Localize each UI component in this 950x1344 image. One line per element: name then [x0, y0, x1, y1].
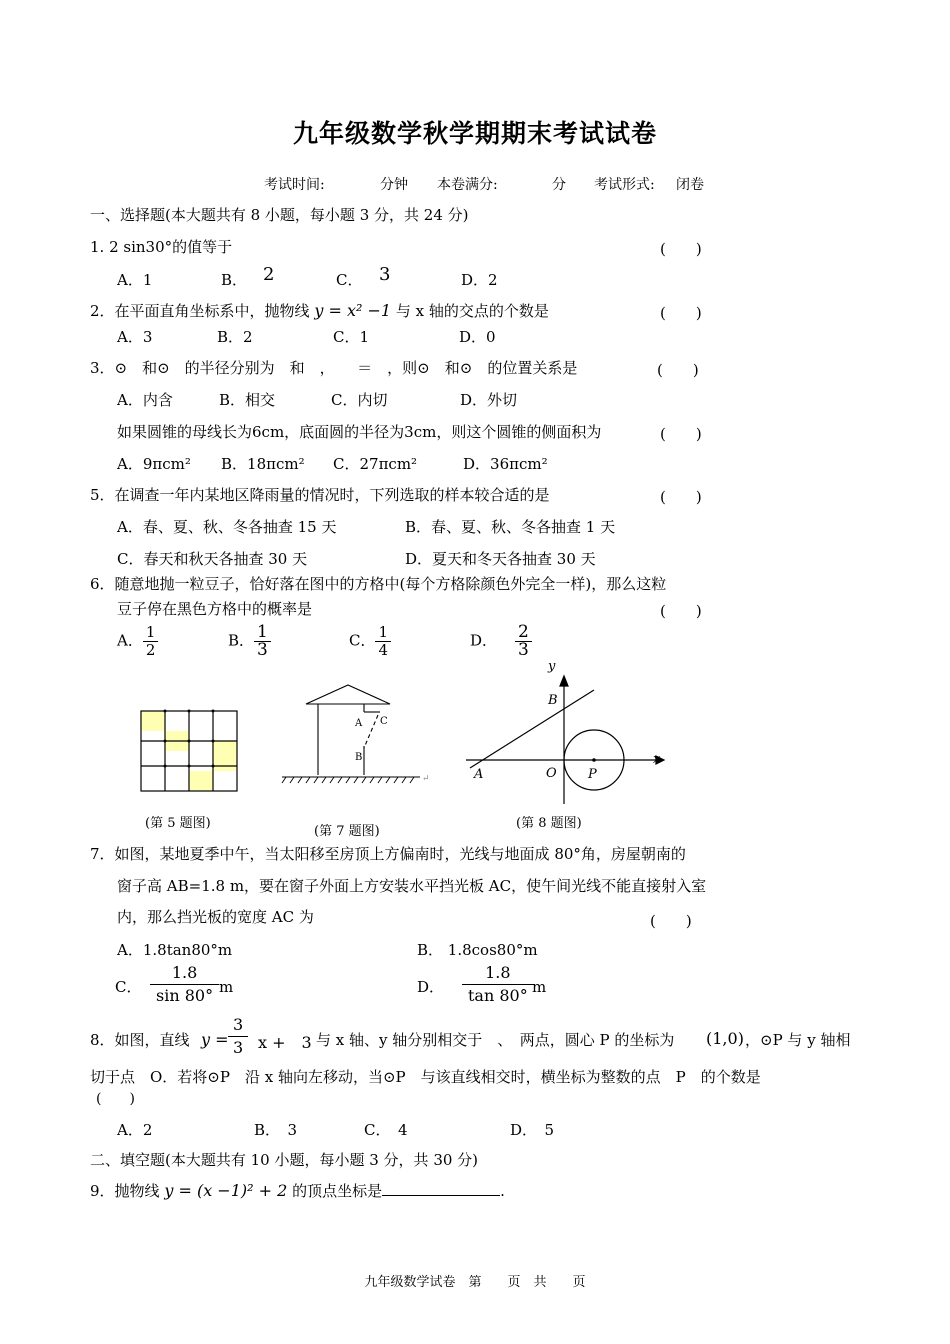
q2-option-b: B．2: [217, 328, 253, 346]
q5-option-a: A．春、夏、秋、冬各抽查 15 天: [117, 518, 337, 536]
fig8-label-a: A: [474, 767, 484, 782]
fraction-denominator: 3: [233, 1038, 244, 1057]
point-p-dot: [592, 758, 596, 762]
fig8-label-p: P: [588, 767, 597, 782]
fraction-numerator: 2: [515, 624, 532, 642]
q6-stem-line2: 豆子停在黑色方格中的概率是: [117, 600, 313, 618]
q8-answer-paren: ( ): [96, 1091, 135, 1107]
q1-option-a: A．1: [117, 271, 153, 289]
fraction-denominator: 4: [378, 641, 389, 659]
q7-stem-line3: 内，那么挡光板的宽度 AC 为: [117, 908, 314, 926]
q2-stem-post: 与 x 轴的交点的个数是: [395, 302, 549, 320]
q8-stem-mid: 与 x 轴、y 轴分别相交于 、 两点，圆心 P 的坐标为: [316, 1031, 675, 1049]
q1-option-d: D．2: [461, 271, 498, 289]
q7-option-c-fraction: [150, 962, 219, 1007]
figure-8-coordinate-diagram: [460, 656, 680, 806]
q5-answer-paren: ( ): [660, 488, 702, 506]
figure-8-caption: (第 8 题图): [516, 816, 582, 831]
exam-form-value: 闭卷: [676, 177, 704, 193]
q1-stem: 1. 2 sin30°的值等于: [90, 238, 233, 256]
q7-option-d-unit: m: [532, 978, 547, 996]
page-title: 九年级数学秋学期期末考试试卷: [292, 119, 657, 148]
q6-option-d: [470, 624, 532, 659]
q9-stem-post: 的顶点坐标是: [292, 1182, 383, 1200]
q8-stem-line2: 切于点 O．若将⊙P 沿 x 轴向左移动，当⊙P 与该直线相交时，横坐标为整数的点 P 的个数是: [90, 1068, 761, 1086]
fraction-denominator: sin 80°: [156, 986, 214, 1005]
q7-option-d-label: D．: [417, 978, 445, 996]
q8-option-b: B． 3: [254, 1121, 298, 1139]
q9-equation: y = (x −1)² + 2: [164, 1181, 288, 1200]
exam-minutes-unit: 分钟: [380, 177, 408, 193]
q8-option-c: C． 4: [364, 1121, 408, 1139]
q8-coordinate: (1,0): [706, 1029, 744, 1048]
q4-option-d: D．36πcm²: [463, 455, 548, 473]
fig7-label-c: C: [380, 716, 388, 727]
q2-option-c: C．1: [333, 328, 370, 346]
q2-stem-pre: 2．在平面直角坐标系中，抛物线: [90, 302, 310, 320]
q6-option-b-label: B．: [228, 631, 255, 650]
fraction-numerator: 1: [254, 624, 271, 642]
q7-answer-paren: ( ): [650, 912, 692, 930]
q6-stem-line1: 6．随意地抛一粒豆子，恰好落在图中的方格中(每个方格除颜色外完全一样)，那么这粒: [90, 575, 667, 593]
fraction-denominator: 2: [145, 641, 156, 659]
exam-score-label: 本卷满分:: [437, 177, 498, 193]
q8-stem-pre: 8．如图，直线: [90, 1031, 190, 1049]
q2-stem: [90, 302, 549, 320]
q5-stem: 5．在调查一年内某地区降雨量的情况时，下列选取的样本较合适的是: [90, 486, 550, 504]
q6-option-c-label: C．: [349, 631, 376, 650]
fraction-numerator: 1.8: [150, 962, 219, 985]
q8-eq-rest: x + 3: [258, 1033, 312, 1052]
q1-option-c-label: C．: [336, 271, 363, 289]
q7-option-b: B． 1.8cos80°m: [417, 941, 538, 959]
fraction-numerator: 3: [228, 1014, 248, 1037]
fraction-denominator: tan 80°: [468, 986, 528, 1005]
fraction-denominator: 3: [257, 640, 268, 660]
q9-answer-blank[interactable]: [382, 1181, 500, 1196]
q3-option-b: B．相交: [219, 391, 276, 409]
q1-option-b-label: B．: [221, 271, 248, 289]
fig8-label-o: O: [546, 766, 557, 781]
q6-option-a: [117, 624, 158, 659]
q6-option-d-label: D．: [470, 631, 498, 650]
q8-option-a: A．2: [117, 1121, 153, 1139]
q1-option-b-value: 2: [263, 264, 275, 285]
q2-answer-paren: ( ): [660, 304, 702, 322]
q6-answer-paren: ( ): [660, 602, 702, 620]
sun-ray-line: [364, 715, 378, 748]
q1-answer-paren: ( ): [660, 240, 702, 258]
fraction-numerator: 1: [375, 624, 391, 642]
q6-option-d-fraction: [515, 624, 532, 659]
q8-eq-fraction: [228, 1014, 248, 1059]
q7-option-a: A．1.8tan80°m: [117, 941, 233, 959]
q5-option-b: B．春、夏、秋、冬各抽查 1 天: [405, 518, 616, 536]
q3-option-d: D．外切: [460, 391, 518, 409]
exam-time-label: 考试时间:: [264, 177, 325, 193]
figure-5-grid: [138, 708, 240, 794]
q7-stem-line1: 7．如图，某地夏季中午，当太阳移至房顶上方偏南时，光线与地面成 80°角，房屋朝南的: [90, 845, 686, 863]
q3-option-a: A．内含: [117, 391, 173, 409]
q6-option-b: [228, 624, 271, 659]
fraction-numerator: 1: [143, 624, 159, 642]
q8-option-d: D． 5: [510, 1121, 555, 1139]
line-ab: [470, 690, 594, 768]
exam-form-label: 考试形式:: [594, 177, 655, 193]
q6-option-a-fraction: [143, 624, 159, 659]
q2-equation: y = x² −1: [314, 301, 392, 320]
q6-option-a-label: A．: [117, 631, 143, 650]
q9-stem-pre: 9．抛物线: [90, 1182, 160, 1200]
q6-option-b-fraction: [254, 624, 271, 659]
q8-eq-y: y =: [201, 1030, 229, 1049]
q6-option-c: [349, 624, 391, 659]
q9-stem: [90, 1181, 505, 1200]
return-mark-icon: ↵: [422, 774, 430, 784]
q5-option-c: C．春天和秋天各抽查 30 天: [117, 550, 308, 568]
q4-option-a: A．9πcm²: [117, 455, 191, 473]
q4-option-b: B．18πcm²: [221, 455, 305, 473]
q7-option-c-unit: m: [219, 978, 234, 996]
q7-option-c-label: C．: [115, 978, 142, 996]
grid-cell-shaded: [141, 711, 165, 731]
figure-7-house: [280, 682, 430, 786]
figure-7-caption: (第 7 题图): [314, 824, 380, 839]
section-2-heading: 二、填空题(本大题共有 10 小题，每小题 3 分，共 30 分): [90, 1151, 479, 1169]
grid-cell-shaded: [189, 771, 213, 791]
fig7-label-b: B: [355, 752, 363, 763]
q4-option-c: C．27πcm²: [333, 455, 418, 473]
q7-option-d-fraction: [462, 962, 534, 1007]
q3-option-c: C．内切: [331, 391, 388, 409]
q4-stem: 如果圆锥的母线长为6cm，底面圆的半径为3cm，则这个圆锥的侧面积为: [117, 423, 602, 441]
figure-5-caption: (第 5 题图): [145, 816, 211, 831]
section-1-heading: 一、选择题(本大题共有 8 小题，每小题 3 分，共 24 分): [90, 206, 469, 224]
q4-answer-paren: ( ): [660, 425, 702, 443]
fig8-label-b: B: [548, 693, 558, 708]
fraction-denominator: 3: [518, 640, 529, 660]
house-roof: [306, 685, 390, 704]
exam-score-unit: 分: [552, 177, 566, 193]
q2-option-d: D．0: [459, 328, 496, 346]
fig8-label-y: y: [548, 659, 556, 674]
fig7-label-a: A: [355, 718, 363, 729]
q3-stem: 3．⊙ 和⊙ 的半径分别为 和 ， ＝ ，则⊙ 和⊙ 的位置关系是: [90, 359, 578, 377]
y-axis-arrow: [560, 676, 568, 686]
q1-option-c-value: 3: [379, 264, 391, 285]
grid-cell: [141, 751, 165, 771]
q2-option-a: A．3: [117, 328, 153, 346]
fraction-numerator: 1.8: [462, 962, 534, 985]
fig8-label-x: x: [653, 752, 661, 767]
q3-answer-paren: ( ): [657, 361, 699, 379]
q8-stem-post: ，⊙P 与 y 轴相: [745, 1031, 851, 1049]
page-footer: 九年级数学试卷 第 页 共 页: [364, 1275, 586, 1290]
q7-stem-line2: 窗子高 AB=1.8 m，要在窗子外面上方安装水平挡光板 AC，使午间光线不能直接射入室: [117, 877, 707, 895]
q6-option-c-fraction: [375, 624, 391, 659]
q9-stem-end: .: [500, 1182, 505, 1200]
q5-option-d: D．夏天和冬天各抽查 30 天: [405, 550, 596, 568]
